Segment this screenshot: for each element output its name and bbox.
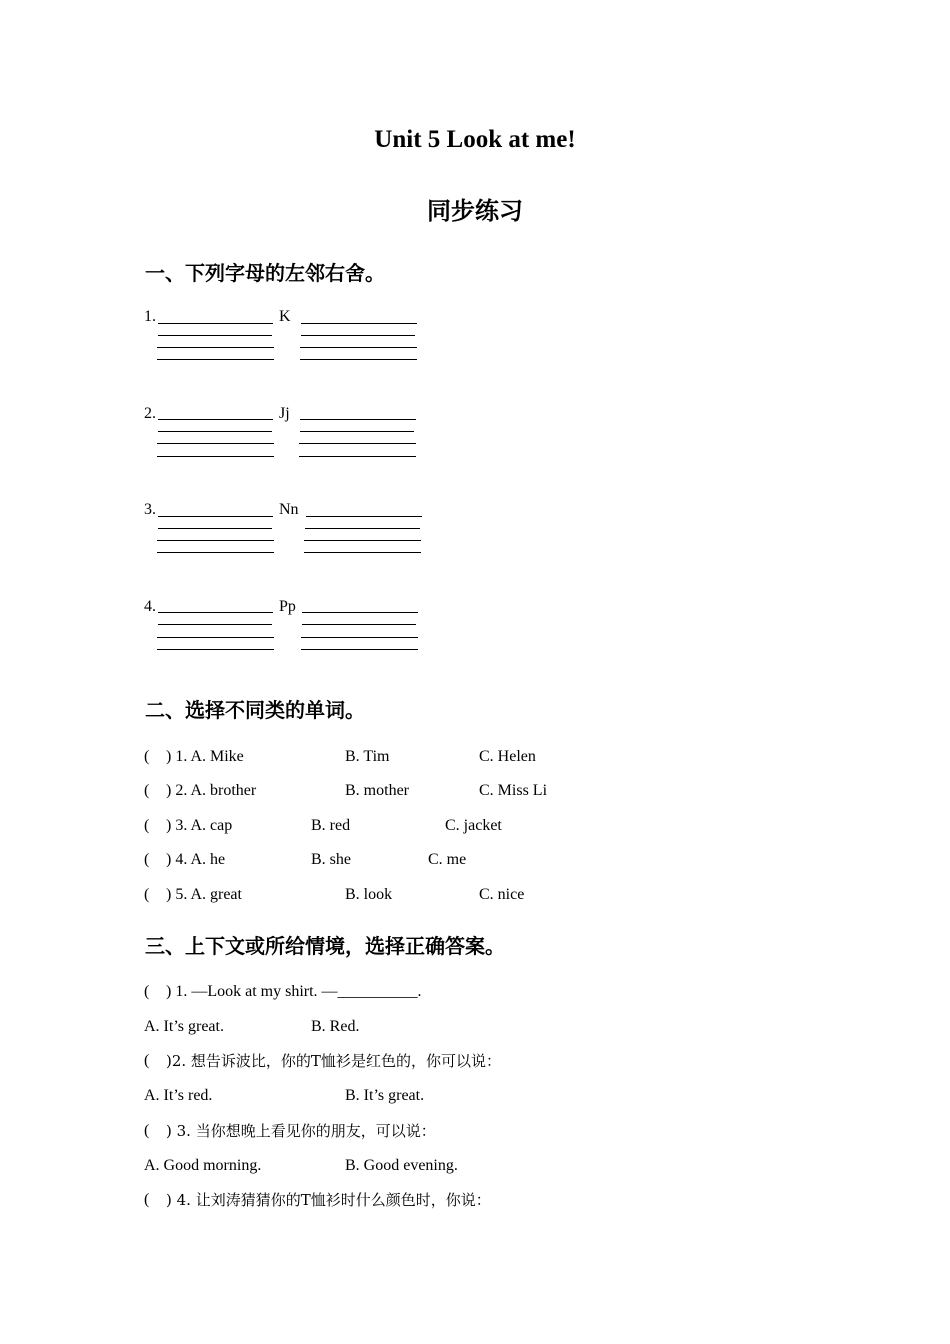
option-a: ) 5. A. great <box>166 886 242 903</box>
writing-line <box>300 359 417 360</box>
writing-line <box>304 552 421 553</box>
option-a: ) 2. A. brother <box>166 782 257 799</box>
option-c: C. Miss Li <box>479 782 548 799</box>
writing-line <box>299 456 416 457</box>
item-number: 3. <box>144 501 156 518</box>
answer-line-right[interactable] <box>300 419 416 420</box>
answer-bracket[interactable]: ( <box>144 1052 150 1069</box>
writing-line <box>157 637 274 638</box>
option-a: ) 3. A. cap <box>166 817 233 834</box>
option-a: ) 4. A. he <box>166 851 226 868</box>
writing-line <box>157 540 274 541</box>
writing-line <box>302 624 416 625</box>
option-a: A. It’s red. <box>144 1087 213 1104</box>
option-b: B. look <box>345 886 393 903</box>
writing-line <box>158 431 272 432</box>
page-subtitle: 同步练习 <box>427 197 523 225</box>
answer-line-left[interactable] <box>158 419 273 420</box>
writing-line <box>301 335 415 336</box>
writing-line <box>300 431 414 432</box>
answer-line-left[interactable] <box>158 323 273 324</box>
answer-bracket[interactable]: ( <box>144 886 150 903</box>
given-letter: Nn <box>279 501 299 518</box>
option-c: C. me <box>428 851 467 868</box>
option-a: A. Good morning. <box>144 1157 262 1174</box>
option-c: C. nice <box>479 886 525 903</box>
writing-line <box>157 456 274 457</box>
option-b: B. It’s great. <box>345 1087 425 1104</box>
writing-line <box>157 443 274 444</box>
option-c: C. Helen <box>479 748 536 765</box>
answer-bracket[interactable]: ( <box>144 1122 150 1139</box>
answer-line-right[interactable] <box>302 612 418 613</box>
answer-bracket[interactable]: ( <box>144 817 150 834</box>
question-text: ) 1. —Look at my shirt. —__________. <box>166 983 422 1000</box>
item-number: 2. <box>144 405 156 422</box>
answer-bracket[interactable]: ( <box>144 983 150 1000</box>
section2-heading: 二、选择不同类的单词。 <box>145 698 365 722</box>
answer-bracket[interactable]: ( <box>144 851 150 868</box>
item-number: 1. <box>144 308 156 325</box>
writing-line <box>158 624 272 625</box>
option-a: A. It’s great. <box>144 1018 224 1035</box>
option-b: B. mother <box>345 782 409 799</box>
writing-line <box>301 637 418 638</box>
writing-line <box>300 347 417 348</box>
option-b: B. she <box>311 851 351 868</box>
writing-line <box>158 528 272 529</box>
writing-line <box>304 540 421 541</box>
answer-line-right[interactable] <box>301 323 417 324</box>
writing-line <box>299 443 416 444</box>
question-text: ) 4. 让刘涛猜猜你的T恤衫时什么颜色时，你说： <box>166 1191 491 1209</box>
writing-line <box>157 347 274 348</box>
section1-heading: 一、下列字母的左邻右舍。 <box>145 261 385 285</box>
writing-line <box>301 649 418 650</box>
given-letter: K <box>279 308 291 325</box>
option-a: ) 1. A. Mike <box>166 748 244 765</box>
answer-line-right[interactable] <box>306 516 422 517</box>
question-text: )2. 想告诉波比，你的T恤衫是红色的，你可以说： <box>166 1052 501 1070</box>
answer-line-left[interactable] <box>158 612 273 613</box>
option-b: B. Red. <box>311 1018 360 1035</box>
option-b: B. red <box>311 817 351 834</box>
option-b: B. Good evening. <box>345 1157 458 1174</box>
writing-line <box>158 335 272 336</box>
item-number: 4. <box>144 598 156 615</box>
given-letter: Pp <box>279 598 296 615</box>
option-c: C. jacket <box>445 817 502 834</box>
question-text: ) 3. 当你想晚上看见你的朋友，可以说： <box>166 1122 436 1140</box>
answer-bracket[interactable]: ( <box>144 1191 150 1208</box>
answer-line-left[interactable] <box>158 516 273 517</box>
given-letter: Jj <box>279 405 290 422</box>
section3-heading: 三、上下文或所给情境，选择正确答案。 <box>145 934 505 958</box>
answer-bracket[interactable]: ( <box>144 782 150 799</box>
writing-line <box>305 528 420 529</box>
writing-line <box>157 552 274 553</box>
writing-line <box>157 649 274 650</box>
option-b: B. Tim <box>345 748 390 765</box>
writing-line <box>157 359 274 360</box>
page-title: Unit 5 Look at me! <box>374 126 576 153</box>
answer-bracket[interactable]: ( <box>144 748 150 765</box>
